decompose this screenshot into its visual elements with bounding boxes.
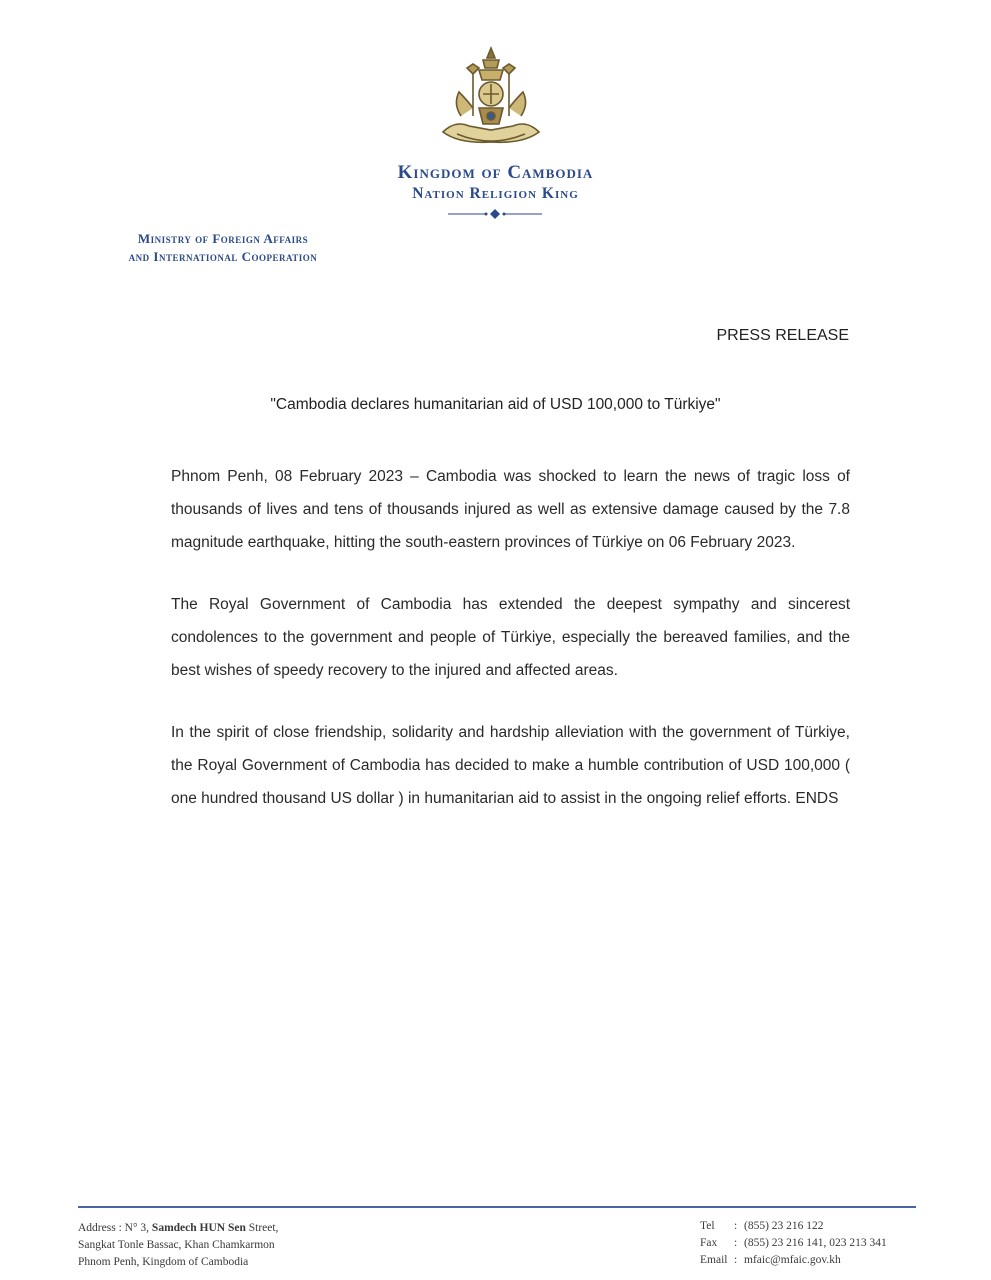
email-value[interactable]: mfaic@mfaic.gov.kh (744, 1254, 841, 1266)
fax-separator: : (734, 1237, 738, 1249)
fax-row (700, 1235, 887, 1252)
press-release-body (171, 460, 850, 844)
address-line2: Sangkat Tonle Bassac, Khan Chamkarmon (78, 1239, 275, 1251)
tel-value: (855) 23 216 122 (744, 1220, 824, 1232)
footer-contact (700, 1218, 887, 1269)
address-suffix: Street, (245, 1222, 279, 1234)
email-label: Email (700, 1254, 728, 1266)
email-row (700, 1252, 887, 1269)
press-release-label: PRESS RELEASE (716, 327, 849, 344)
tel-row (700, 1218, 887, 1235)
address-street-name: Samdech HUN Sen (151, 1222, 246, 1234)
press-release-headline: "Cambodia declares humanitarian aid of USD 100,000 to Türkiye" (270, 396, 721, 413)
footer-divider (78, 1206, 916, 1208)
address-line1 (78, 1220, 278, 1237)
address-line3: Phnom Penh, Kingdom of Cambodia (78, 1256, 249, 1268)
ministry-name-line2: and International Cooperation (128, 249, 318, 264)
fax-value: (855) 23 216 141, 023 213 341 (744, 1237, 887, 1249)
kingdom-title: Kingdom of Cambodia (397, 162, 594, 183)
body-paragraph: Phnom Penh, 08 February 2023 – Cambodia was shocked to learn the news of tragic loss of thousands of lives and tens of thousands injured as well as extensive damage caused by the 7.8 magnitude earthquake, hitting the south-eastern provinces of Türkiye on 06 February 2023. (171, 468, 850, 551)
body-paragraph: The Royal Government of Cambodia has extended the deepest sympathy and sincerest condolences to the government and people of Türkiye, especially the bereaved families, and the best wishes of speedy recovery to the injured and affected areas. (171, 596, 850, 679)
footer-address (78, 1220, 278, 1271)
royal-coat-of-arms-icon (433, 44, 549, 160)
kingdom-motto: Nation Religion King (412, 185, 579, 202)
tel-separator: : (734, 1220, 738, 1232)
ornament-divider-icon (440, 208, 550, 220)
email-separator: : (734, 1254, 738, 1266)
body-paragraph: In the spirit of close friendship, solidarity and hardship alleviation with the government of Türkiye, the Royal Government of Cambodia has decided to make a humble contribution of USD 100,000 ( one hundred thousand US dollar ) in humanitarian aid to assist in the ongoing relief efforts. ENDS (171, 724, 850, 807)
address-prefix: Address : N° 3, (78, 1222, 152, 1234)
tel-label: Tel (700, 1220, 715, 1232)
fax-label: Fax (700, 1237, 718, 1249)
ministry-name-line1: Ministry of Foreign Affairs (137, 231, 309, 246)
